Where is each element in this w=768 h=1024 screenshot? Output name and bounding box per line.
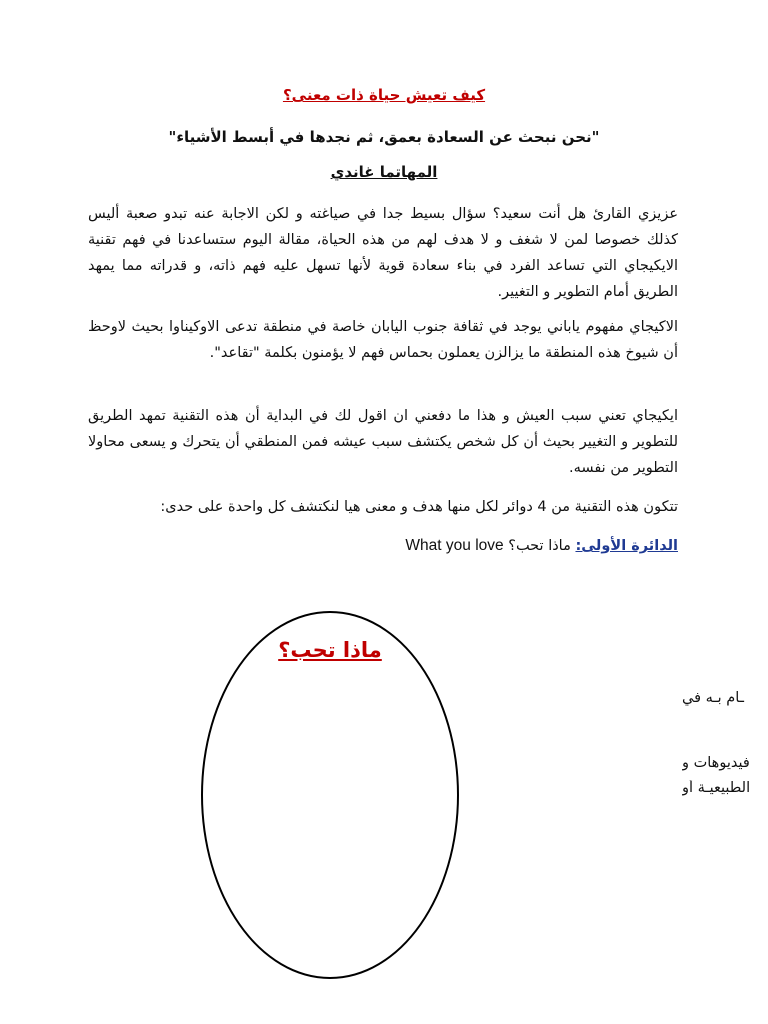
cut-off-text: الطبيعيـة أو (682, 780, 751, 796)
first-circle-english: What you love (405, 537, 504, 554)
paragraph-intro: عزيزي القارئ هل أنت سعيد؟ سؤال بسيط جدا في صياغته و لكن الاجابة عنه تبدو صعبة أليس كذلك خصوصا لمن لا شغف و لا هدف لهم من هذه الحياة، مقالة اليوم ستساعدنا في فهم تقنية الايكيجاي التي تساعد الفرد في بناء سعادة قوية لأنها تسهل عليه فهم ذاته، و قدراته مما يمهد الطريق أمام التطوير و التغيير. (88, 206, 678, 300)
paragraph-meaning: ايكيجاي تعني سبب العيش و هذا ما دفعني ان اقول لك في البداية أن هذه التقنية تمهد الطريق للتطوير و التغيير بحيث أن كل شخص يكتشف سبب عيشه فمن المنطقي أن يتحرك و يسعى محاولا التطوير من نفسه. (88, 408, 678, 476)
cut-off-line (682, 690, 768, 706)
paragraph-concept: الاكيجاي مفهوم ياباني يوجد في ثقافة جنوب اليابان خاصة في منطقة تدعى الاوكيناوا بحيث لاوحظ أن شيوخ هذه المنطقة ما يزالزن يعملون بحماس فهم لا يؤمنون بكلمة "تقاعد". (88, 319, 678, 361)
cut-off-text: ـام بـه في (682, 690, 744, 706)
cut-off-line (682, 755, 768, 771)
cut-off-line (682, 780, 768, 796)
quote-text: "نحن نبحث عن السعادة بعمق، ثم نجدها في أبسط الأشياء" (168, 128, 600, 146)
paragraph-circles: تتكون هذه التقنية من 4 دوائر لكل منها هدف و معنى هيا لنكتشف كل واحدة على حدى: (160, 499, 678, 515)
love-circle-title: ماذا تحب؟ (278, 638, 382, 662)
first-circle-label: الدائرة الأولى: (575, 538, 678, 554)
first-circle-arabic: ماذا تحب؟ (508, 538, 571, 554)
quote-author: المهاتما غاندي (330, 163, 438, 181)
first-circle-heading (88, 533, 678, 559)
document-title: كيف تعيش حياة ذات معنى؟ (282, 86, 486, 104)
cut-off-text: فيديوهات و (682, 755, 750, 771)
love-circle-shape (201, 611, 459, 979)
